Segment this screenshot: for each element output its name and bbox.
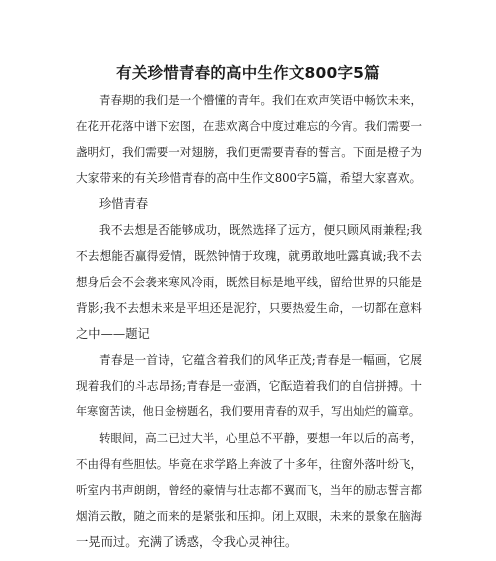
paragraph-line: 大家带来的有关珍惜青春的高中生作文800字5篇，希望大家喜欢。 xyxy=(76,171,422,185)
section-heading: 珍惜青春 xyxy=(99,197,149,211)
paragraph-line: 我不去想是否能够成功，既然选择了远方，便只顾风雨兼程;我 xyxy=(99,223,422,237)
paragraph-line: 年寒窗苦读，他日金榜题名，我们要用青春的双手，写出灿烂的篇章。 xyxy=(76,405,420,418)
paragraph-line: 烟消云散，随之而来的是紧张和压抑。闭上双眼，未来的景象在脑海 xyxy=(76,509,422,523)
document-title: 有关珍惜青春的高中生作文800字5篇 xyxy=(116,64,380,82)
paragraph-line: 不去想能否赢得爱情，既然钟情于玫瑰，就勇敢地吐露真诚;我不去 xyxy=(76,249,422,263)
paragraph-line: 在花开花落中谱下宏图，在悲欢离合中度过难忘的今宵。我们需要一 xyxy=(76,119,422,133)
paragraph-line: 盏明灯，我们需要一对翅膀，我们更需要青春的誓言。下面是橙子为 xyxy=(76,145,422,159)
paragraph-line: 背影;我不去想未来是平坦还是泥狞，只要热爱生命，一切都在意料 xyxy=(76,301,422,315)
paragraph-line: 听室内书声朗朗，曾经的豪情与壮志都不翼而飞，当年的励志誓言都 xyxy=(76,483,422,497)
paragraph-line: 之中——题记 xyxy=(76,327,150,341)
paragraph-line: 青春是一首诗，它蕴含着我们的风华正茂;青春是一幅画，它展 xyxy=(99,353,422,367)
paragraph-line: 想身后会不会袭来寒风冷雨，既然目标是地平线，留给世界的只能是 xyxy=(76,275,422,289)
paragraph-line: 一晃而过。充满了诱惑，令我心灵神往。 xyxy=(76,535,298,549)
paragraph-line: 青春期的我们是一个懵懂的青年。我们在欢声笑语中畅饮未来， xyxy=(99,93,422,107)
paragraph-line: 现着我们的斗志昂扬;青春是一壶酒，它酝造着我们的自信拼搏。十 xyxy=(76,379,422,393)
paragraph-line: 转眼间，高二已过大半，心里总不平静，要想一年以后的高考， xyxy=(99,431,422,445)
paragraph-line: 不由得有些胆怯。毕竟在求学路上奔波了十多年，往窗外落叶纷飞， xyxy=(76,457,422,471)
